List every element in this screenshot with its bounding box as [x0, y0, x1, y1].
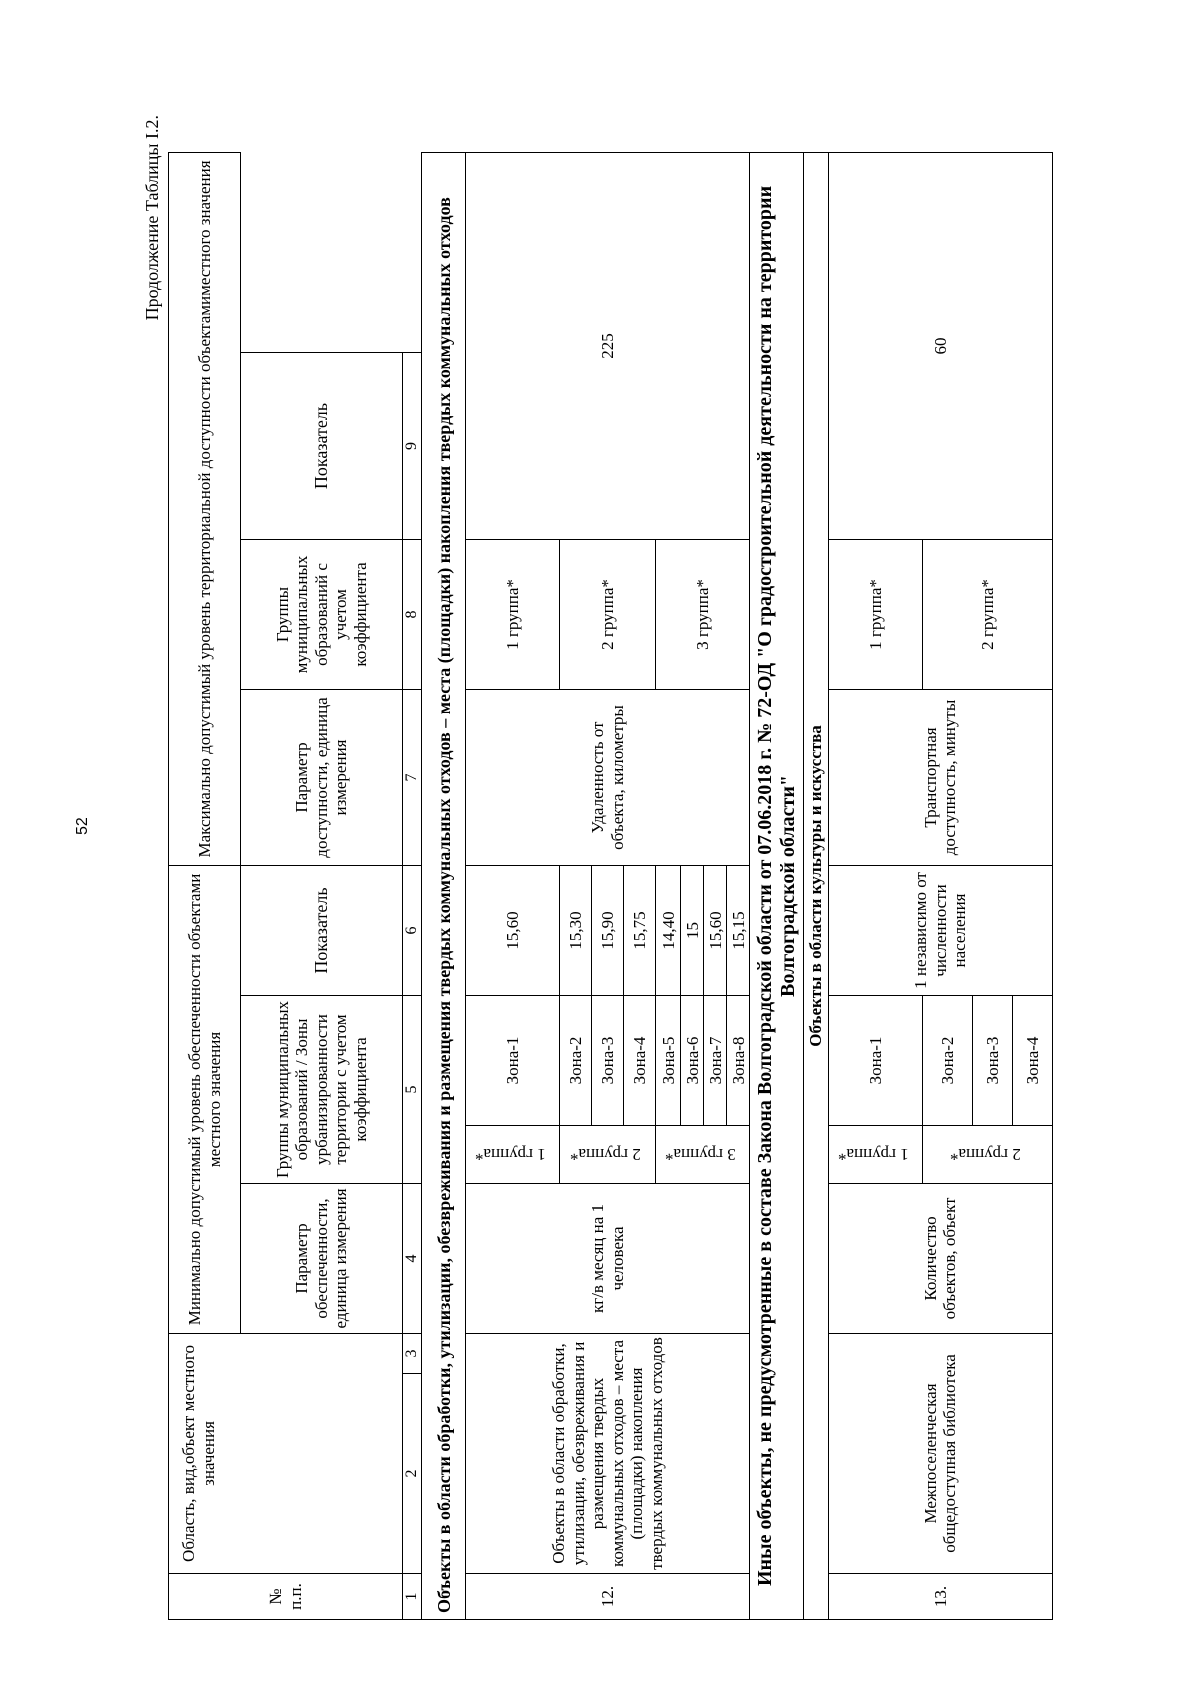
header-param-max: Параметр доступности, единица измерения [241, 689, 403, 865]
row-12-group-max-2: 2 группа* [560, 539, 656, 689]
row-13-name: Межпоселенческая общедоступная библиотека [828, 1333, 1052, 1573]
rotated-page [80, 65, 1180, 1665]
header-area: Область, вид,объект местного значения [169, 1333, 403, 1573]
col-number: 4 [403, 1183, 422, 1333]
page-number: 52 [74, 817, 91, 835]
row-13-indicator-max: 60 [828, 152, 1052, 539]
section-other-title: Иные объекты, не предусмотренные в составе Закона Волгоградской области от 07.06.2018 г. № 72-ОД "О градостроительной деятельности на территории Волгоградской области" [750, 152, 804, 1619]
zone-value: 15 [681, 865, 704, 995]
zone-cell: Зона-2 [560, 995, 592, 1125]
col-number: 8 [403, 539, 422, 689]
row-13-param-max: Транспортная доступность, минуты [828, 689, 1052, 865]
col-number: 1 [403, 1574, 422, 1620]
row-13-a [828, 152, 922, 1619]
row-12-group-3: 3 группа* [656, 1125, 750, 1183]
row-13-indicator-min: 1 независимо от численности населения [828, 865, 1052, 995]
section-culture-title: Объекты в области культуры и искусства [804, 152, 829, 1619]
row-12-param-min: кг/в месяц на 1 человека [466, 1183, 750, 1333]
section-waste-title: Объекты в области обработки, утилизации, обезвреживания и размещения твердых коммунальных отходов – места (площадки) накопления твердых коммунальных отходов [422, 152, 466, 1619]
zone-value: 14,40 [656, 865, 681, 995]
row-12-param-max: Удаленность от объекта, километры [466, 689, 750, 865]
row-13-no: 13. [828, 1574, 1052, 1620]
zone-cell: Зона-8 [727, 995, 750, 1125]
standards-table [168, 152, 1053, 1620]
zone-value: 15,60 [704, 865, 727, 995]
header-indicator-min: Показатель [241, 865, 403, 995]
zone-value: 15,75 [624, 865, 656, 995]
col-number: 6 [403, 865, 422, 995]
table-caption: Продолжение Таблицы I.2. [142, 115, 162, 321]
col-number: 2 [403, 1374, 422, 1574]
row-12-a [466, 152, 560, 1619]
zone-cell: Зона-4 [1012, 995, 1052, 1125]
zone-cell: Зона-3 [592, 995, 624, 1125]
col-number: 3 [403, 1333, 422, 1373]
row-12-group-max-1: 1 группа* [466, 539, 560, 689]
section-waste-row [422, 152, 466, 1619]
row-12-name: Объекты в области обработки, утилизации, обезвреживания и размещения твердых коммунальных отходов – места (площадки) накопления твердых коммунальных отходов [466, 1333, 750, 1573]
header-no: № п.п. [169, 1574, 403, 1620]
header-row-1 [169, 152, 241, 1619]
zone-cell: Зона-5 [656, 995, 681, 1125]
row-12-group-2: 2 группа* [560, 1125, 656, 1183]
row-13-group-2: 2 группа* [922, 1125, 1052, 1183]
col-number: 5 [403, 995, 422, 1183]
col-number: 9 [403, 352, 422, 539]
zone-value: 15,30 [560, 865, 592, 995]
row-13-group-max-2: 2 группа* [922, 539, 1052, 689]
row-12-group-max-3: 3 группа* [656, 539, 750, 689]
zone-cell: Зона-1 [466, 995, 560, 1125]
row-13-group-max-1: 1 группа* [828, 539, 922, 689]
zone-cell: Зона-3 [972, 995, 1012, 1125]
zone-cell: Зона-7 [704, 995, 727, 1125]
zone-cell: Зона-6 [681, 995, 704, 1125]
column-numbers-row [403, 152, 422, 1619]
header-groups-max: Группы муниципальных образований с учетом коэффициента [241, 539, 403, 689]
header-max-group: Максимально допустимый уровень территориальной доступности объектамиместного значения [169, 152, 241, 865]
zone-value: 15,60 [466, 865, 560, 995]
header-groups-min: Группы муниципальных образований / Зоны урбанизированности территории с учетом коэффициента [241, 995, 403, 1183]
zone-cell: Зона-4 [624, 995, 656, 1125]
zone-value: 15,15 [727, 865, 750, 995]
zone-cell: Зона-1 [828, 995, 922, 1125]
row-13-group-1: 1 группа* [828, 1125, 922, 1183]
header-min-group: Минимально допустимый уровень обеспеченности объектами местного значения [169, 865, 241, 1333]
row-12-no: 12. [466, 1574, 750, 1620]
zone-cell: Зона-2 [922, 995, 972, 1125]
section-culture-row [804, 152, 829, 1619]
row-12-indicator-max: 225 [466, 152, 750, 539]
zone-value: 15,90 [592, 865, 624, 995]
header-param-min: Параметр обеспеченности, единица измерения [241, 1183, 403, 1333]
col-number: 7 [403, 689, 422, 865]
section-other-row [750, 152, 804, 1619]
header-indicator-max: Показатель [241, 352, 403, 539]
row-13-param-min: Количество объектов, объект [828, 1183, 1052, 1333]
row-12-group-1: 1 группа* [466, 1125, 560, 1183]
